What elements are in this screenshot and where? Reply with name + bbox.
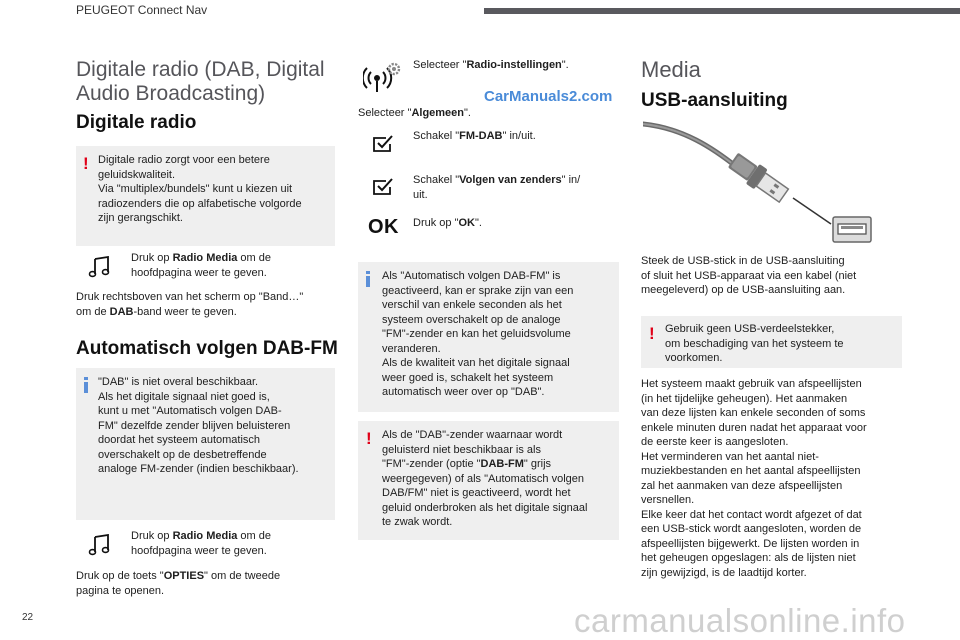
text: "FM"-zender (optie " bbox=[382, 458, 481, 470]
text: ". bbox=[464, 107, 471, 119]
text: Druk op bbox=[131, 530, 173, 542]
warning-line: voorkomen. bbox=[665, 352, 723, 364]
info-line: verschil van enkele seconden als het bbox=[382, 299, 562, 311]
step-radio-media-1 bbox=[131, 251, 331, 280]
radio-settings-label: Radio-instellingen bbox=[466, 59, 562, 71]
text: Het verminderen van het aantal niet- bbox=[641, 450, 819, 463]
ok-icon: OK bbox=[368, 216, 399, 238]
text: Steek de USB-stick in de USB-aansluiting bbox=[641, 255, 845, 267]
select-general bbox=[358, 106, 558, 121]
text: Schakel " bbox=[413, 174, 460, 186]
ok-label: OK bbox=[458, 217, 475, 229]
warning-icon: ! bbox=[649, 324, 655, 343]
playlist-paragraph bbox=[641, 377, 911, 580]
text: om de bbox=[76, 305, 110, 318]
info-line: weer goed is, schakelt het systeem bbox=[382, 371, 554, 384]
dab-title bbox=[76, 58, 338, 106]
info-icon bbox=[366, 271, 370, 287]
info-line: veranderen. bbox=[382, 342, 441, 355]
text: om de bbox=[237, 530, 272, 542]
info-line: kunt u met "Automatisch volgen DAB- bbox=[98, 405, 282, 417]
text: " om de tweede bbox=[204, 570, 281, 582]
text: hoofdpagina weer te geven. bbox=[131, 266, 267, 279]
usb-paragraph bbox=[641, 254, 903, 298]
digital-radio-heading: Digitale radio bbox=[76, 112, 197, 133]
warning-line: Als de "DAB"-zender waarnaar wordt bbox=[382, 429, 563, 441]
usb-port-icon bbox=[832, 216, 872, 243]
info-line: FM" dezelfde zender blijven beluisteren bbox=[98, 419, 291, 432]
text: Druk rechtsboven van het scherm op "Band…" bbox=[76, 291, 304, 303]
text: de eerste keer is aangesloten. bbox=[641, 436, 789, 448]
warning-line: Via "multiplex/bundels" kunt u kiezen uit bbox=[98, 183, 293, 195]
text: Het systeem maakt gebruik van afspeellijsten bbox=[641, 378, 862, 390]
info-box-auto-follow bbox=[358, 262, 619, 412]
info-line: overschakelt op de desbetreffende bbox=[98, 448, 267, 461]
warning-line: geluidskwaliteit. bbox=[98, 168, 176, 181]
band-paragraph bbox=[76, 290, 338, 319]
options-paragraph bbox=[76, 569, 338, 598]
text: uit. bbox=[413, 188, 428, 201]
text: Selecteer " bbox=[358, 107, 412, 119]
text: Selecteer " bbox=[413, 59, 467, 71]
dab-label: DAB bbox=[109, 305, 134, 318]
text: Schakel " bbox=[413, 130, 460, 142]
text: -band weer te geven. bbox=[133, 305, 237, 318]
text: Elke keer dat het contact wordt afgezet of dat bbox=[641, 508, 862, 521]
music-note-icon bbox=[88, 534, 110, 556]
press-ok bbox=[413, 216, 613, 231]
warning-line: DAB/FM" niet is geactiveerd, wordt het bbox=[382, 487, 571, 499]
warning-line: geluid onderbroken als het digitale signaal bbox=[382, 501, 588, 514]
warning-line: Digitale radio zorgt voor een betere bbox=[98, 154, 270, 166]
options-label: OPTIES bbox=[163, 570, 205, 582]
page-number: 22 bbox=[22, 612, 34, 623]
warning-line: weergegeven) of als "Automatisch volgen bbox=[382, 472, 585, 485]
info-line: doordat het systeem automatisch bbox=[98, 434, 261, 446]
step-radio-media-2 bbox=[131, 529, 331, 558]
text: Druk op de toets " bbox=[76, 570, 164, 582]
text: enkele minuten duren nadat het apparaat voor bbox=[641, 421, 867, 434]
warning-box-digital-radio bbox=[76, 146, 335, 246]
text: van deze lijsten kan enkele seconden of soms bbox=[641, 407, 866, 419]
header-title: PEUGEOT Connect Nav bbox=[76, 3, 208, 17]
info-line: systeem overschakelt op de analoge bbox=[382, 313, 561, 326]
text: pagina te openen. bbox=[76, 584, 165, 597]
toggle-fm-dab bbox=[413, 129, 613, 144]
warning-icon: ! bbox=[83, 154, 89, 173]
info-line: Als de kwaliteit van het digitale signaal bbox=[382, 357, 570, 369]
header-bar bbox=[484, 8, 960, 14]
text: zijn gewijzigd, is de laadtijd korter. bbox=[641, 566, 807, 579]
footer-watermark: carmanualsonline.info bbox=[574, 602, 906, 639]
text: afspeellijsten bijgewerkt. De lijsten worden in bbox=[641, 537, 860, 550]
warning-line: zijn gerangschikt. bbox=[98, 212, 183, 224]
settings-radio-icon bbox=[363, 60, 403, 94]
info-line: "DAB" is niet overal beschikbaar. bbox=[98, 376, 259, 388]
text: hoofdpagina weer te geven. bbox=[131, 544, 267, 557]
dab-title-line1: Digitale radio (DAB, Digital bbox=[76, 58, 325, 81]
text: versnellen. bbox=[641, 494, 695, 506]
fm-dab-label: FM-DAB bbox=[459, 130, 503, 142]
text: een USB-stick wordt aangesloten, worden de bbox=[641, 523, 862, 535]
info-line: analoge FM-zender (indien beschikbaar). bbox=[98, 463, 299, 475]
text: ". bbox=[561, 59, 569, 71]
text: Druk op bbox=[131, 252, 173, 264]
toggle-station-follow bbox=[413, 173, 613, 202]
info-line: Als het digitale signaal niet goed is, bbox=[98, 390, 270, 403]
text: (in het tijdelijke geheugen). Het aanmaken bbox=[641, 392, 848, 405]
dab-fm-label: DAB-FM bbox=[480, 458, 524, 470]
text: ". bbox=[474, 217, 482, 229]
checkbox-icon bbox=[372, 178, 394, 196]
station-follow-label: Volgen van zenders bbox=[459, 174, 562, 186]
media-title: Media bbox=[641, 57, 701, 82]
text: of sluit het USB-apparaat via een kabel (niet bbox=[641, 269, 857, 282]
info-line: Als "Automatisch volgen DAB-FM" is bbox=[382, 270, 561, 282]
usb-heading: USB-aansluiting bbox=[641, 90, 788, 111]
text: zal het aanmaken van deze afspeellijsten bbox=[641, 479, 843, 492]
warning-line: radiozenders die op alfabetische volgorde bbox=[98, 197, 302, 210]
radio-media-label: Radio Media bbox=[172, 252, 238, 264]
text: " in/uit. bbox=[502, 130, 536, 142]
warning-line: te zwak wordt. bbox=[382, 516, 453, 528]
text: meegeleverd) op de USB-aansluiting aan. bbox=[641, 284, 846, 296]
warning-text bbox=[665, 322, 900, 366]
general-label: Algemeen bbox=[411, 107, 465, 119]
music-note-icon bbox=[88, 256, 110, 278]
warning-line: geluisterd niet beschikbaar is als bbox=[382, 443, 541, 456]
text: om de bbox=[237, 252, 272, 264]
text: " grijs bbox=[523, 458, 552, 470]
info-text bbox=[382, 269, 617, 400]
info-text bbox=[98, 375, 330, 477]
warning-text bbox=[98, 153, 330, 226]
warning-line: Gebruik geen USB-verdeelstekker, bbox=[665, 323, 835, 335]
info-line: "FM"-zender en kan het geluidsvolume bbox=[382, 328, 571, 340]
info-box-dab bbox=[76, 368, 335, 520]
text: " in/ bbox=[561, 174, 581, 186]
text: het geheugen opgeslagen: als de lijsten niet bbox=[641, 552, 856, 564]
warning-box-dab-fm bbox=[358, 421, 619, 540]
auto-follow-heading: Automatisch volgen DAB-FM bbox=[76, 338, 338, 359]
step-radio-settings bbox=[413, 58, 613, 73]
info-line: automatisch weer over op "DAB". bbox=[382, 386, 545, 398]
info-line: geactiveerd, kan er sprake zijn van een bbox=[382, 284, 574, 297]
watermark: CarManuals2.com bbox=[484, 88, 613, 105]
text: muziekbestanden en het aantal afspeellijsten bbox=[641, 465, 861, 477]
warning-icon: ! bbox=[366, 429, 372, 448]
warning-box-usb bbox=[641, 316, 902, 368]
dab-title-line2: Audio Broadcasting) bbox=[76, 82, 266, 105]
text: Druk op " bbox=[413, 217, 459, 229]
checkbox-icon bbox=[372, 135, 394, 153]
warning-text bbox=[382, 428, 617, 530]
info-icon bbox=[84, 377, 88, 393]
radio-media-label: Radio Media bbox=[172, 530, 238, 542]
warning-line: om beschadiging van het systeem te bbox=[665, 337, 844, 350]
